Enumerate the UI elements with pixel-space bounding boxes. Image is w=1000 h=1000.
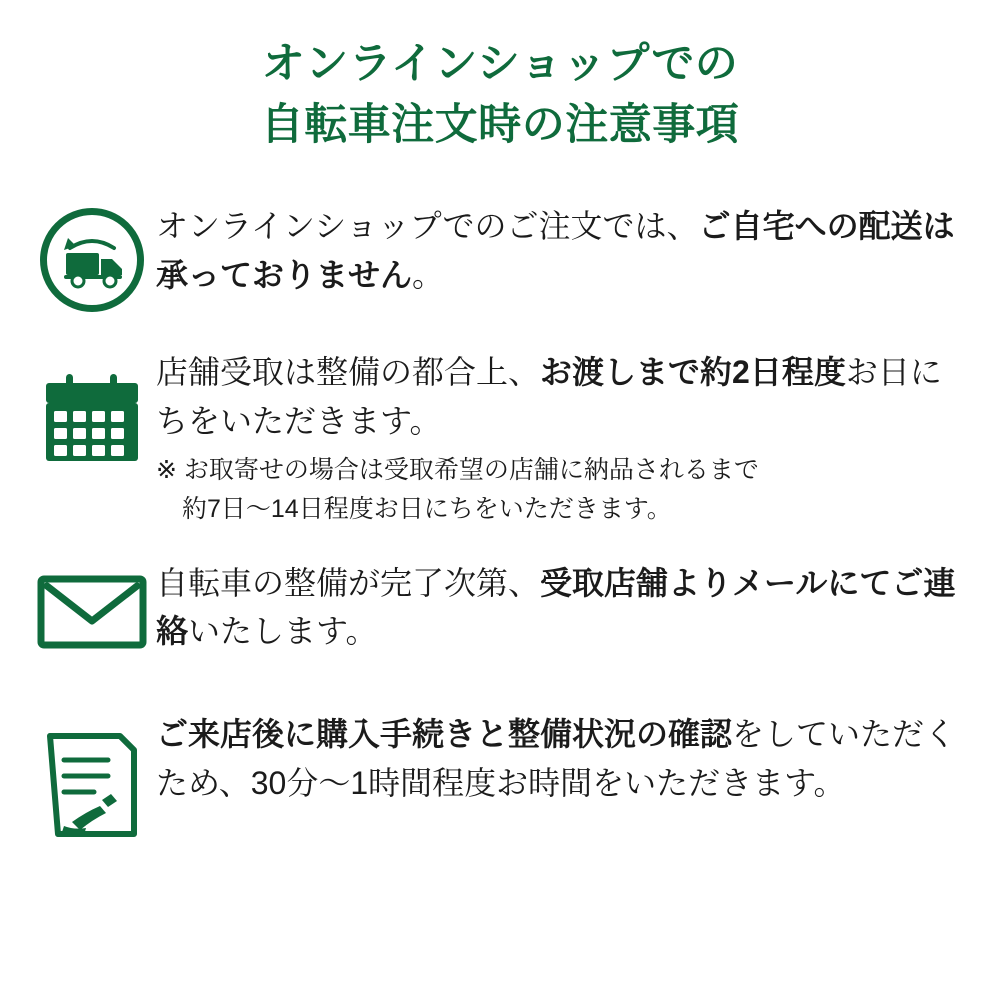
icon-cell <box>28 710 156 840</box>
text-cell <box>156 202 970 299</box>
document-signature-icon <box>42 730 142 840</box>
text-plain-tail: お日にちをいただきます。 <box>156 354 942 439</box>
list-item-text <box>156 348 970 445</box>
note-line-2: 約7日〜14日程度お日にちをいただきます。 <box>182 495 672 524</box>
mail-envelope-icon <box>37 573 147 651</box>
page-title-line-1: オンラインショップでの <box>261 40 739 88</box>
list-item-note <box>156 451 970 529</box>
note-line-1: ※ お取寄せの場合は受取希望の店舗に納品されるまで <box>156 456 759 485</box>
prohibition-ring <box>40 208 144 312</box>
text-plain: 店舗受取は整備の都合上、 <box>156 354 541 391</box>
text-plain: 自転車の整備が完了次第、 <box>156 564 541 601</box>
text-plain-tail: 。 <box>412 256 445 293</box>
list-item <box>28 559 970 656</box>
icon-cell <box>28 202 156 312</box>
list-item-text <box>156 710 970 807</box>
list-item-text <box>156 202 970 299</box>
text-cell <box>156 559 970 656</box>
text-plain-tail: いたします。 <box>188 613 378 650</box>
list-item <box>28 202 970 312</box>
no-delivery-truck-icon <box>40 208 144 312</box>
icon-cell <box>28 348 156 470</box>
list-item <box>28 348 970 529</box>
page-title <box>0 0 1000 156</box>
text-emphasis: お渡しまで約2日程度 <box>540 354 846 391</box>
text-cell <box>156 710 970 807</box>
page-title-line-2: 自転車注文時の注意事項 <box>260 101 740 150</box>
text-plain-tail: をしていただくため、30分〜1時間程度お時間をいただきます。 <box>156 716 957 801</box>
text-emphasis: ご自宅への配送は承っておりません <box>156 208 955 293</box>
text-emphasis: 受取店舗よりメールにてご連絡 <box>156 564 956 650</box>
list-item-text <box>156 559 970 656</box>
text-emphasis: ご来店後に購入手続きと整備状況の確認 <box>156 716 733 753</box>
text-plain: オンラインショップでのご注文では、 <box>156 208 699 245</box>
list-item <box>28 710 970 840</box>
calendar-icon <box>40 372 144 470</box>
text-cell <box>156 348 970 529</box>
icon-cell <box>28 559 156 651</box>
notice-list <box>0 202 1000 840</box>
